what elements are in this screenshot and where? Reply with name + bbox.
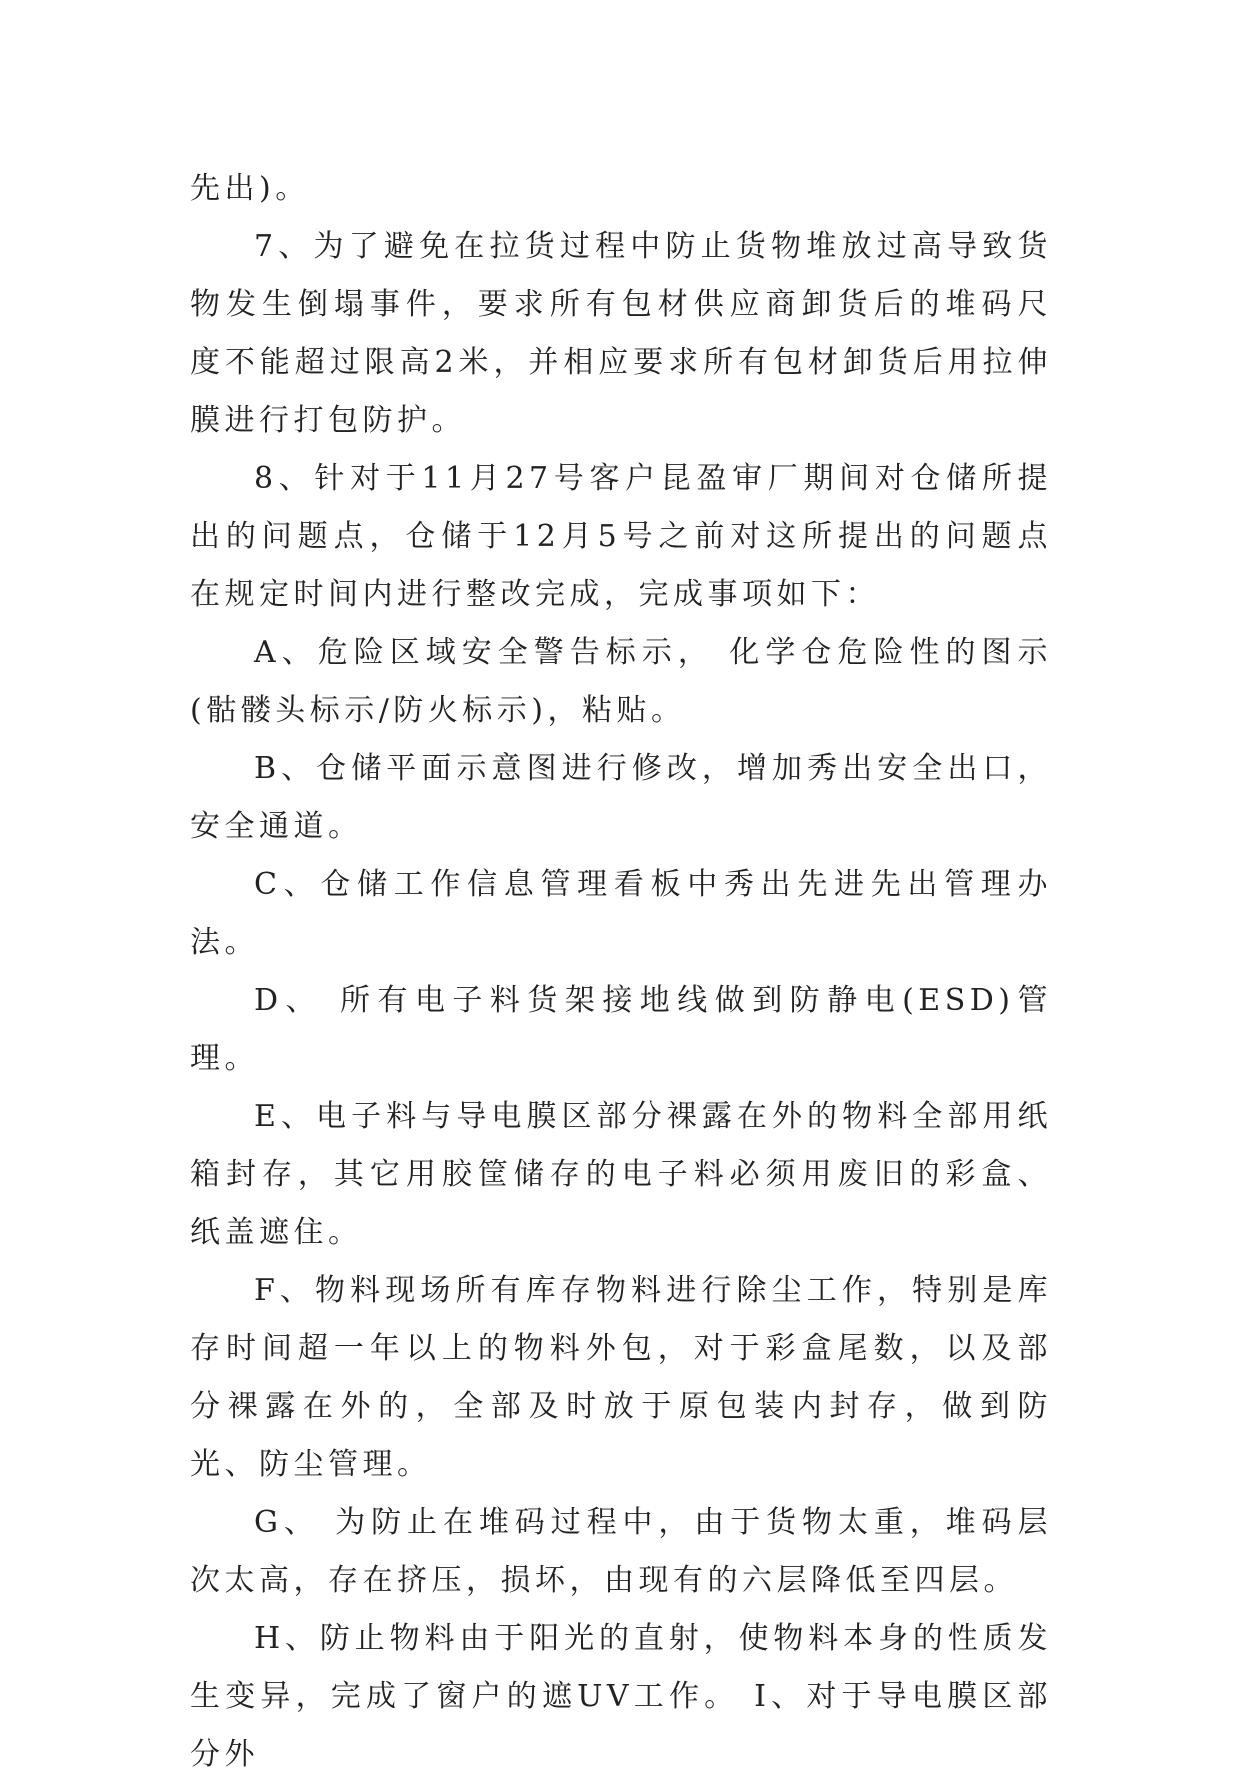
paragraph-continuation: 先出)。 — [190, 171, 310, 206]
paragraph-item-g: G、 为防止在堆码过程中，由于货物太重，堆码层次太高，存在挤压，损坏，由现有的六层降低至四层。 — [190, 1505, 1052, 1598]
paragraph-item-c: C、仓储工作信息管理看板中秀出先进先出管理办法。 — [190, 867, 1052, 960]
paragraph-item-8: 8、针对于11月27号客户昆盈审厂期间对仓储所提出的问题点，仓储于12月5号之前对这所提出的问题点在规定时间内进行整改完成，完成事项如下： — [190, 461, 1052, 612]
document-body — [190, 160, 1052, 1784]
paragraph-item-f: F、物料现场所有库存物料进行除尘工作，特别是库存时间超一年以上的物料外包，对于彩盒尾数，以及部分裸露在外的，全部及时放于原包装内封存，做到防光、防尘管理。 — [190, 1273, 1052, 1482]
paragraph-item-h: H、防止物料由于阳光的直射，使物料本身的性质发生变异，完成了窗户的遮UV工作。 I、对于导电膜区部分外 — [190, 1621, 1052, 1772]
paragraph-item-7: 7、为了避免在拉货过程中防止货物堆放过高导致货物发生倒塌事件，要求所有包材供应商卸货后的堆码尺度不能超过限高2米，并相应要求所有包材卸货后用拉伸膜进行打包防护。 — [190, 229, 1052, 438]
paragraph-item-d: D、 所有电子料货架接地线做到防静电(ESD)管理。 — [190, 983, 1052, 1076]
paragraph-item-a: A、危险区域安全警告标示， 化学仓危险性的图示(骷髅头标示/防火标示)，粘贴。 — [190, 635, 1052, 728]
paragraph-item-b: B、仓储平面示意图进行修改，增加秀出安全出口，安全通道。 — [190, 751, 1052, 844]
paragraph-item-e: E、电子料与导电膜区部分裸露在外的物料全部用纸箱封存，其它用胶筐储存的电子料必须用废旧的彩盒、纸盖遮住。 — [190, 1099, 1052, 1250]
